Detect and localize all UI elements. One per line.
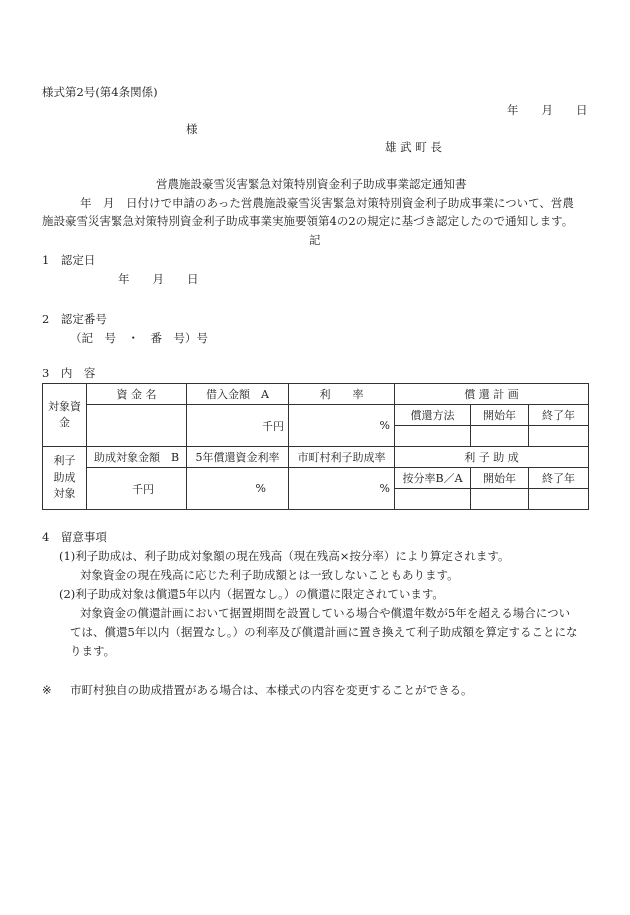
note1-line-1: (1)利子助成は、利子助成対象額の現在残高（現在残高×按分率）により算定されます。: [59, 549, 510, 563]
repay-plan-header: 償 還 計 画: [395, 384, 589, 405]
note1-line-2: 対象資金の現在残高に応じた利子助成額とは一致しないこともあります。: [80, 568, 459, 582]
rate-5yr-header: 5年償還資金利率: [187, 447, 289, 468]
intro-line-2: 施設豪雪災害緊急対策特別資金利子助成事業実施要領第4の2の規定に基づき認定したので通知します。: [42, 214, 574, 228]
subsidy-base-header: 助成対象金額 B: [87, 447, 187, 468]
certification-number: （記 号 ・ 番 号）号: [70, 331, 208, 345]
repay-method-cell: [395, 426, 471, 447]
repay-end-header: 終了年: [529, 405, 589, 426]
intro-line-1: 年 月 日付けで申請のあった営農施設豪雪災害緊急対策特別資金利子助成事業について、営農: [80, 196, 574, 210]
fund-name-cell: [87, 405, 187, 447]
interest-subsidy-header: 利 子 助 成: [395, 447, 589, 468]
share-ratio-header: 按分率B／A: [395, 468, 471, 489]
note2-line-1: (2)利子助成対象は償還5年以内（据置なし。）の償還に限定されています。: [59, 587, 444, 601]
subsidy-end-cell: [529, 489, 589, 510]
interest-rate-cell: %: [289, 405, 395, 447]
subsidy-group-label: 利子助成対象: [43, 447, 87, 510]
rate-5yr-cell: %: [187, 468, 289, 510]
borrow-amount-header: 借入金額 A: [187, 384, 289, 405]
interest-rate-header: 利 率: [289, 384, 395, 405]
section3-heading: 3 内 容: [42, 366, 96, 380]
subsidy-base-cell: 千円: [87, 468, 187, 510]
repay-start-header: 開始年: [471, 405, 529, 426]
note2-line-3: ては、償還5年以内（据置なし。）の利率及び償還計画に置き換えて利子助成額を算定することにな: [70, 625, 578, 639]
content-table: [42, 383, 589, 510]
form-ref: 様式第2号(第4条関係): [42, 85, 158, 99]
subsidy-end-header: 終了年: [529, 468, 589, 489]
repay-method-header: 償還方法: [395, 405, 471, 426]
document-title: 営農施設豪雪災害緊急対策特別資金利子助成事業認定通知書: [156, 177, 467, 191]
subsidy-start-cell: [471, 489, 529, 510]
ki-mark: 記: [309, 233, 321, 247]
loan-group-label: 対象資金: [43, 384, 87, 447]
muni-rate-cell: %: [289, 468, 395, 510]
muni-rate-header: 市町村利子助成率: [289, 447, 395, 468]
footnote-mark: ※: [42, 683, 52, 697]
certification-date: 年 月 日: [118, 272, 199, 286]
section2-heading: 2 認定番号: [42, 312, 107, 326]
footnote-text: 市町村独自の助成措置がある場合は、本様式の内容を変更することができる。: [70, 683, 473, 697]
note2-line-4: ります。: [70, 644, 116, 658]
issue-date: 年 月 日: [507, 103, 588, 117]
sender: 雄 武 町 長: [385, 140, 442, 154]
fund-name-header: 資 金 名: [87, 384, 187, 405]
borrow-amount-cell: 千円: [187, 405, 289, 447]
note2-line-2: 対象資金の償還計画において据置期間を設置している場合や償還年数が5年を超える場合につい: [80, 606, 571, 620]
repay-end-cell: [529, 426, 589, 447]
repay-start-cell: [471, 426, 529, 447]
subsidy-start-header: 開始年: [471, 468, 529, 489]
addressee: 様: [186, 122, 198, 136]
share-ratio-cell: [395, 489, 471, 510]
section1-heading: 1 認定日: [42, 253, 96, 267]
section4-heading: 4 留意事項: [42, 530, 107, 544]
